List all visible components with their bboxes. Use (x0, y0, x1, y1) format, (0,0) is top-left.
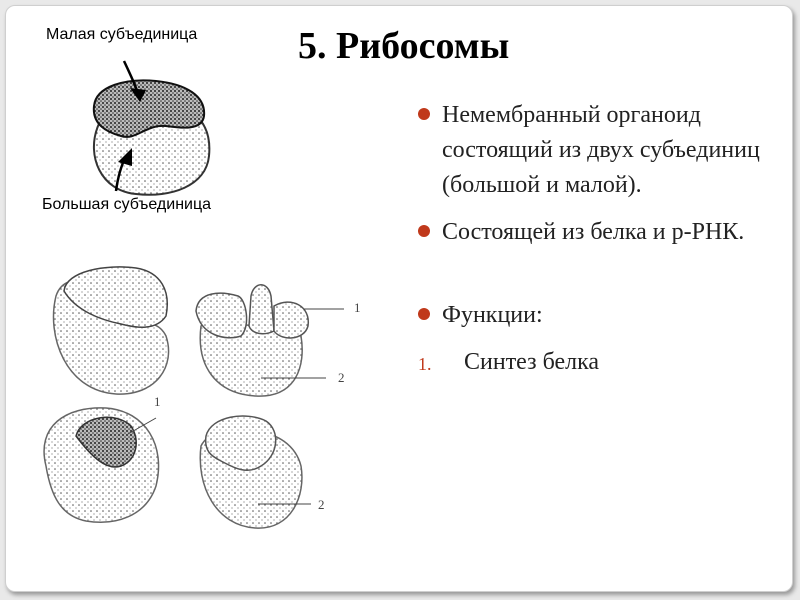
bullet-list (418, 98, 778, 380)
top-ribosome (94, 61, 210, 195)
bullet-dot-icon (418, 308, 430, 320)
ribosome-view-4 (200, 416, 311, 528)
numbered-item (418, 345, 778, 380)
diagram-number: 1 (354, 300, 361, 315)
ribosome-view-1 (54, 267, 169, 394)
bullet-item (418, 98, 778, 203)
large-subunit-label: Большая субъединица (42, 196, 212, 213)
diagram-number: 2 (338, 370, 345, 385)
slide (5, 5, 793, 592)
ribosome-view-2 (196, 285, 344, 396)
diagram-number: 2 (318, 497, 325, 512)
bullet-dot-icon (418, 108, 430, 120)
bullet-item (418, 215, 778, 250)
bullet-dot-icon (418, 225, 430, 237)
item-number: 1. (418, 354, 432, 374)
small-subunit-label: Малая субъединица (46, 26, 198, 43)
ribosome-view-3 (44, 408, 158, 522)
bullet-text: Функции: (442, 302, 543, 328)
bullet-text: Немембранный органоид состоящий из двух субъединиц (большой и малой). (442, 102, 760, 198)
numbered-text: Синтез белка (464, 349, 600, 375)
slide-title: 5. Рибосомы (298, 25, 510, 67)
bullet-item (418, 298, 778, 333)
bullet-text: Состоящей из белка и р-РНК. (442, 219, 745, 245)
diagram-number: 1 (154, 394, 161, 409)
